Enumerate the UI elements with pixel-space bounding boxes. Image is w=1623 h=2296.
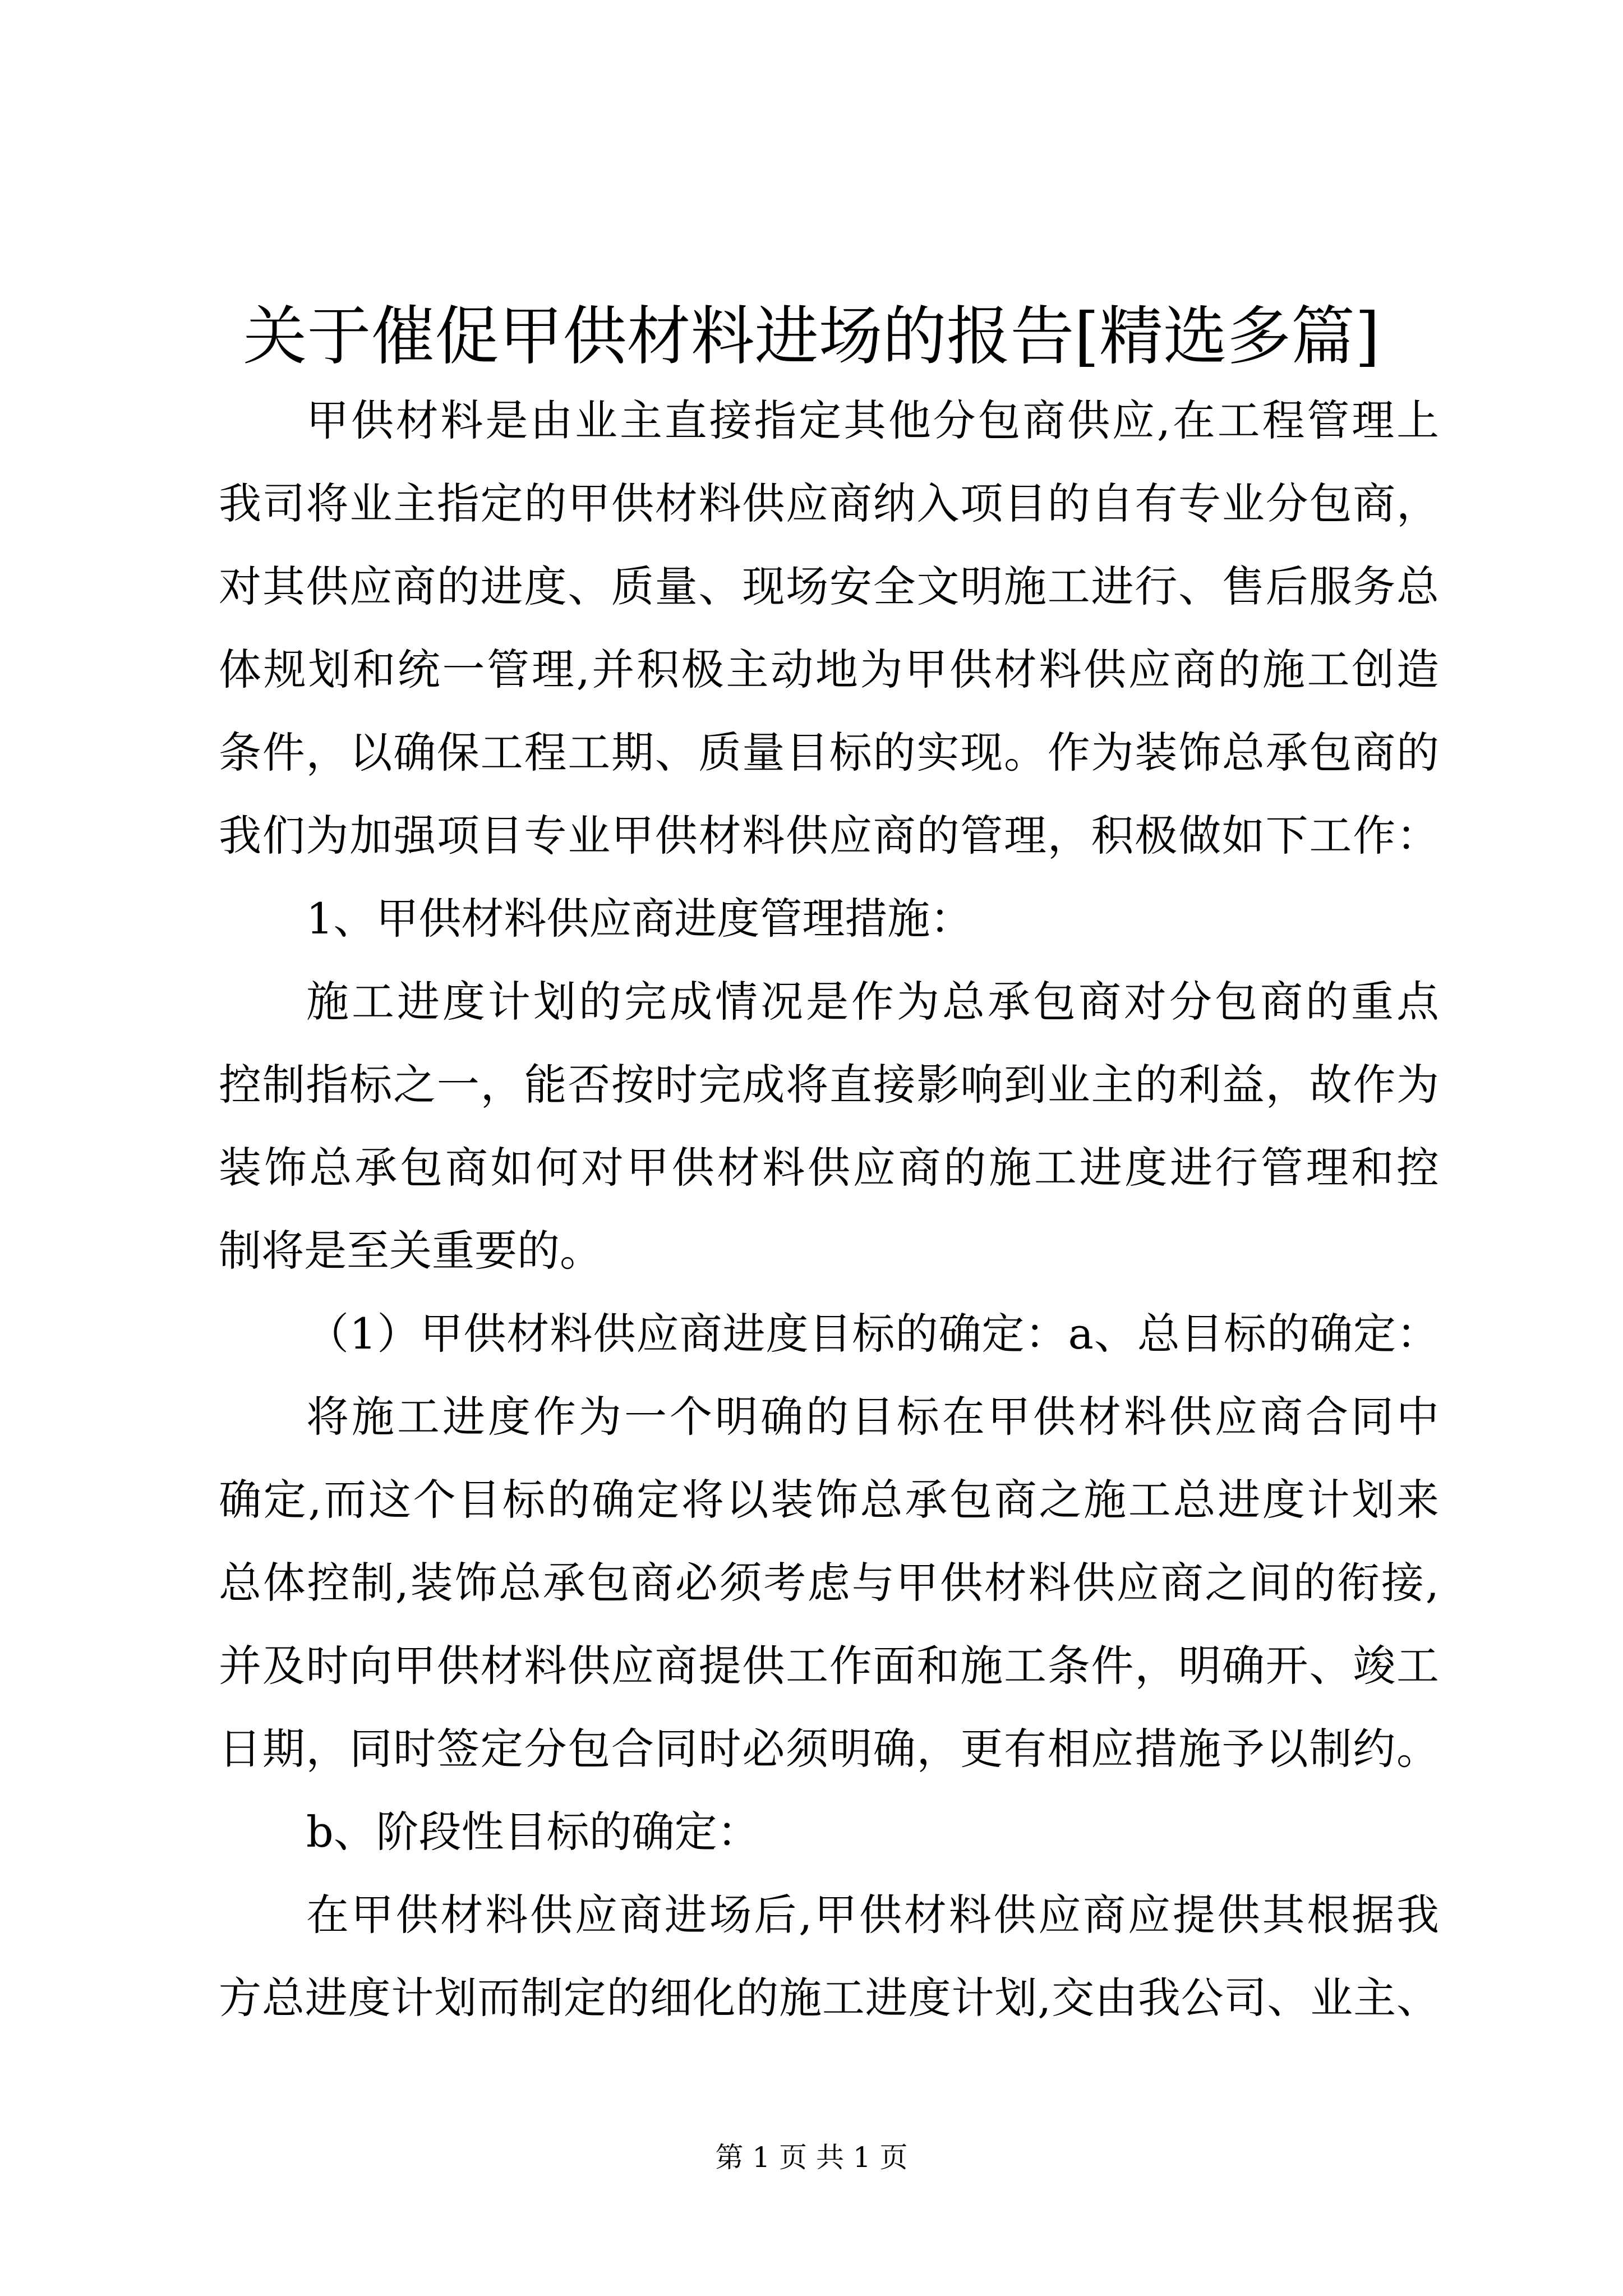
section-heading: 1、甲供材料供应商进度管理措施： [306, 894, 973, 944]
paragraph-line: 方总进度计划而制定的细化的施工进度计划,交由我公司、业主、 [219, 1973, 1439, 2023]
paragraph-line: 我司将业主指定的甲供材料供应商纳入项目的自有专业分包商， [219, 478, 1439, 528]
paragraph-line: 在甲供材料供应商进场后,甲供材料供应商应提供其根据我 [306, 1890, 1439, 1940]
paragraph-line: 制将是至关重要的。 [219, 1226, 602, 1276]
subsection-heading: b、阶段性目标的确定： [306, 1807, 760, 1857]
paragraph-line: 甲供材料是由业主直接指定其他分包商供应,在工程管理上 [306, 395, 1439, 445]
paragraph-line: 我们为加强项目专业甲供材料供应商的管理，积极做如下工作： [219, 811, 1439, 861]
paragraph-line: 将施工进度作为一个明确的目标在甲供材料供应商合同中 [306, 1392, 1439, 1442]
paragraph-line: 装饰总承包商如何对甲供材料供应商的施工进度进行管理和控 [219, 1143, 1439, 1193]
paragraph-line: 施工进度计划的完成情况是作为总承包商对分包商的重点 [306, 977, 1439, 1027]
paragraph-line: 条件，以确保工程工期、质量目标的实现。作为装饰总承包商的 [219, 728, 1439, 777]
page-footer: 第 1 页 共 1 页 [715, 2141, 908, 2174]
paragraph-line: 控制指标之一，能否按时完成将直接影响到业主的利益，故作为 [219, 1060, 1439, 1110]
paragraph-line: 对其供应商的进度、质量、现场安全文明施工进行、售后服务总 [219, 562, 1439, 611]
paragraph-line: 日期，同时签定分包合同时必须明确，更有相应措施予以制约。 [219, 1724, 1439, 1774]
paragraph-line: 体规划和统一管理,并积极主动地为甲供材料供应商的施工创造 [219, 645, 1439, 694]
subsection-heading: （1）甲供材料供应商进度目标的确定：a、总目标的确定： [306, 1309, 1439, 1359]
document-body [219, 379, 1439, 2040]
paragraph-line: 总体控制,装饰总承包商必须考虑与甲供材料供应商之间的衔接, [219, 1558, 1439, 1608]
paragraph-line: 确定,而这个目标的确定将以装饰总承包商之施工总进度计划来 [219, 1475, 1439, 1525]
paragraph-line: 并及时向甲供材料供应商提供工作面和施工条件，明确开、竣工 [219, 1641, 1439, 1691]
document-title: 关于催促甲供材料进场的报告[精选多篇] [243, 299, 1380, 374]
